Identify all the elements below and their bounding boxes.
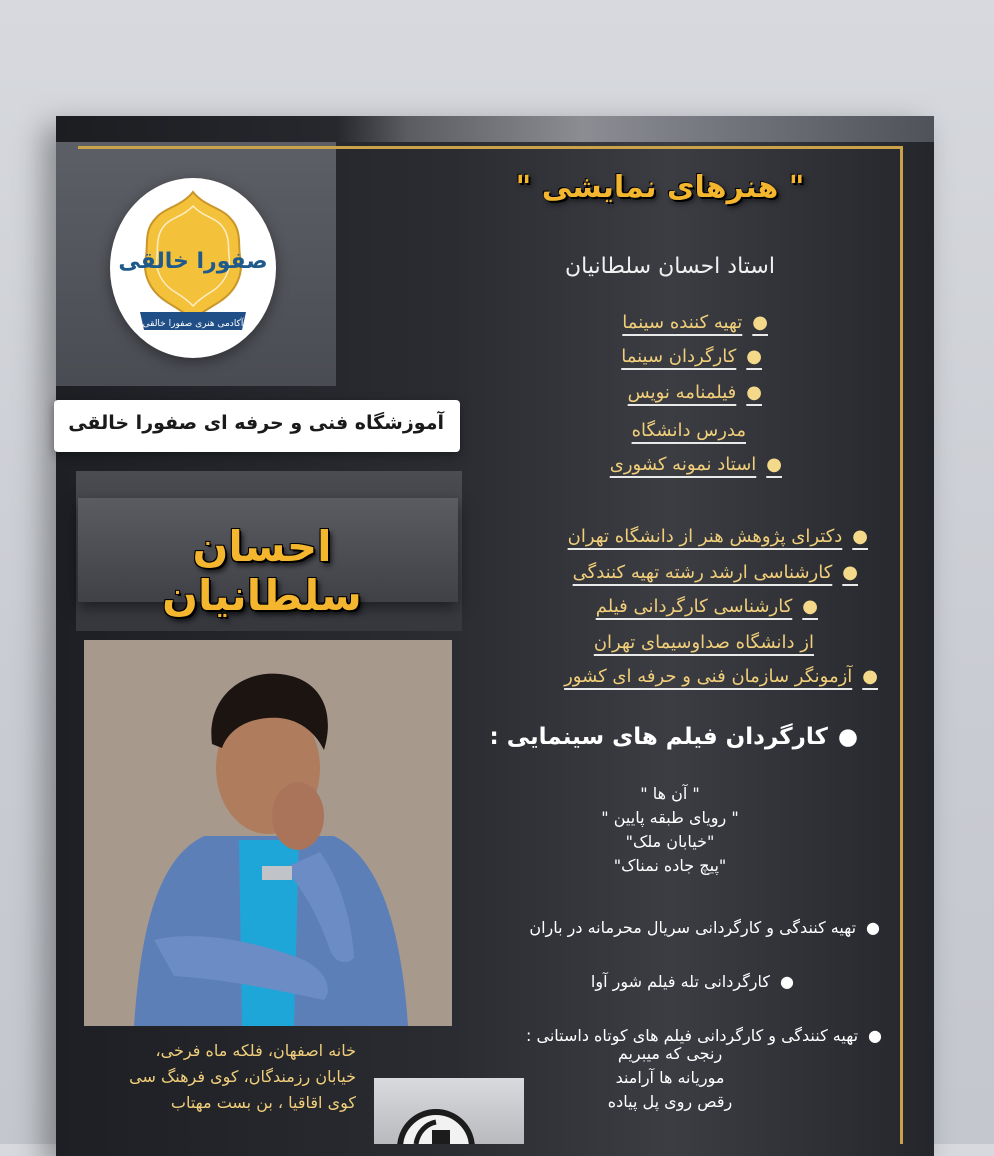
education-item: ●کارشناسی کارگردانی فیلم xyxy=(595,596,818,617)
person-name: احسان سلطانیان xyxy=(162,522,362,620)
address-line: کوی اقاقیا ، بن بست مهتاب xyxy=(170,1093,356,1112)
gold-line-right xyxy=(900,146,903,1144)
bullet-icon: ● xyxy=(766,454,782,475)
headphone-badge xyxy=(374,1078,524,1144)
film-title: "خیابان ملک" xyxy=(625,832,715,851)
telefilm-line: ●کارگردانی تله فیلم شور آوا xyxy=(590,972,794,991)
films-list xyxy=(560,782,780,878)
short-film-title: موریانه ها آرامند xyxy=(615,1068,725,1087)
bullet-icon: ● xyxy=(866,918,880,937)
logo-emblem-icon xyxy=(110,178,276,358)
page-title: " هنرهای نمایشی " xyxy=(515,170,805,205)
address-line: خانه اصفهان، فلکه ماه فرخی، xyxy=(155,1041,356,1060)
portrait-figure-icon xyxy=(84,640,452,1026)
address-block xyxy=(56,1038,356,1116)
education-item: ●آزمونگر سازمان فنی و حرفه ای کشور xyxy=(564,666,878,687)
education-item: ●کارشناسی ارشد رشته تهیه کنندگی xyxy=(572,562,858,583)
svg-text:آکادمی هنری صفورا خالقی: آکادمی هنری صفورا خالقی xyxy=(142,319,244,329)
education-item: ●دکترای پژوهش هنر از دانشگاه تهران xyxy=(567,526,868,547)
bullet-icon: ● xyxy=(780,972,794,991)
film-title: "پیچ جاده نمناک" xyxy=(613,856,727,875)
bullet-icon: ● xyxy=(852,526,868,547)
film-title: " آن ها " xyxy=(640,784,700,803)
bullet-icon: ● xyxy=(802,596,818,617)
role-item: ●فیلمنامه نویس xyxy=(627,382,762,403)
gold-line-top xyxy=(78,146,902,149)
short-film-title: رقص روی پل پیاده xyxy=(607,1092,733,1111)
role-item: ●کارگردان سینما xyxy=(621,346,762,367)
short-film-title: رنجی که میبریم xyxy=(617,1044,723,1063)
top-band xyxy=(56,116,934,142)
education-item: از دانشگاه صداوسیمای تهران xyxy=(593,632,814,653)
role-item: ●استاد نمونه کشوری xyxy=(609,454,782,475)
films-heading: ●کارگردان فیلم های سینمایی : xyxy=(489,724,858,750)
school-name: آموزشگاه فنی و حرفه ای صفورا خالقی xyxy=(68,412,444,434)
svg-text:صفورا خالقی: صفورا خالقی xyxy=(118,249,268,274)
shorts-list xyxy=(560,1042,780,1114)
film-title: " رویای طبقه پایین " xyxy=(601,808,739,827)
bullet-icon: ● xyxy=(868,1026,882,1045)
series-line: ●تهیه کنندگی و کارگردانی سریال محرمانه در باران xyxy=(529,918,880,937)
bullet-icon: ● xyxy=(752,312,768,333)
headphone-icon xyxy=(374,1078,524,1144)
role-item: مدرس دانشگاه xyxy=(631,420,746,441)
school-banner xyxy=(54,400,460,452)
shorts-heading: ●تهیه کنندگی و کارگردانی فیلم های کوتاه داستانی : xyxy=(526,1026,882,1045)
portrait-photo xyxy=(84,640,452,1026)
bullet-icon: ● xyxy=(746,382,762,403)
bullet-icon: ● xyxy=(837,724,858,750)
bullet-icon: ● xyxy=(862,666,878,687)
role-item: ●تهیه کننده سینما xyxy=(622,312,768,333)
bullet-icon: ● xyxy=(746,346,762,367)
bullet-icon: ● xyxy=(842,562,858,583)
subtitle: استاد احسان سلطانیان xyxy=(565,254,775,279)
academy-logo xyxy=(110,178,276,358)
address-line: خیابان رزمندگان، کوی فرهنگ سی xyxy=(129,1067,356,1086)
